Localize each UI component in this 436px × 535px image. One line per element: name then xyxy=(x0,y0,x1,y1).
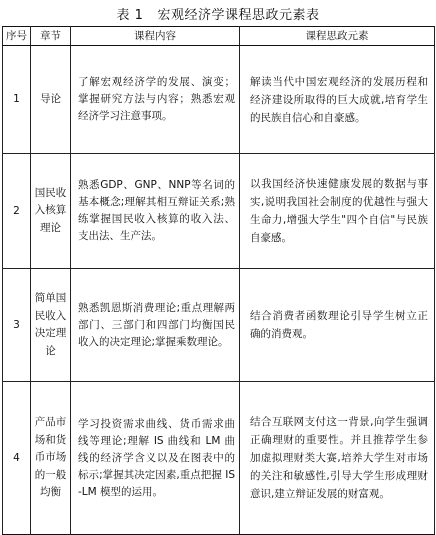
row-chapter: 产品市场和货币市场的一般均衡 xyxy=(31,382,71,535)
row-ideology: 结合互联网支付这一背景,向学生强调正确理财的重要性。并且推荐学生参加虚拟理财类大赛,培养大学生对市场的关注和敏感性,引导大学生形成理财意识,建立辩证发展的财富观。 xyxy=(240,382,435,535)
row-chapter: 导论 xyxy=(31,46,71,154)
row-chapter: 简单国民收入决定理论 xyxy=(31,269,71,382)
table-header-row xyxy=(3,27,435,46)
row-content: 熟悉凯恩斯消费理论;重点理解两部门、三部门和四部门均衡国民收入的决定理论;掌握乘数理论。 xyxy=(71,269,240,382)
row-content: 熟悉GDP、GNP、NNP等名词的基本概念;理解其相互辩证关系;熟练掌握国民收入核算的收入法、支出法、生产法。 xyxy=(71,154,240,269)
row-index: 4 xyxy=(3,382,31,535)
table-row xyxy=(3,154,435,269)
table-row xyxy=(3,46,435,154)
table-number: 表 1 xyxy=(116,7,144,23)
header-content: 课程内容 xyxy=(71,27,240,46)
row-content: 学习投资需求曲线、货币需求曲线等理论;理解 IS 曲线和 LM 曲线的经济学含义以及在图表中的标示;掌握其决定因素,重点把握 IS -LM 模型的运用。 xyxy=(71,382,240,535)
header-index: 序号 xyxy=(3,27,31,46)
row-chapter: 国民收入核算理论 xyxy=(31,154,71,269)
row-index: 1 xyxy=(3,46,31,154)
table-row xyxy=(3,382,435,535)
ideology-elements-table xyxy=(2,26,435,535)
header-ideology: 课程思政元素 xyxy=(240,27,435,46)
row-index: 2 xyxy=(3,154,31,269)
table-title: 宏观经济学课程思政元素表 xyxy=(157,7,320,23)
row-content: 了解宏观经济学的发展、演变；掌握研究方法与内容；熟悉宏观经济学习注意事项。 xyxy=(71,46,240,154)
row-ideology: 解读当代中国宏观经济的发展历程和经济建设所取得的巨大成就,培育学生的民族自信心和自豪感。 xyxy=(240,46,435,154)
row-ideology: 结合消费者函数理论引导学生树立正确的消费观。 xyxy=(240,269,435,382)
table-row xyxy=(3,269,435,382)
header-chapter: 章节 xyxy=(31,27,71,46)
row-ideology: 以我国经济快速健康发展的数据与事实,说明我国社会制度的优越性与强大生命力,增强大学生"四个自信"与民族自豪感。 xyxy=(240,154,435,269)
row-index: 3 xyxy=(3,269,31,382)
table-caption xyxy=(0,0,436,26)
